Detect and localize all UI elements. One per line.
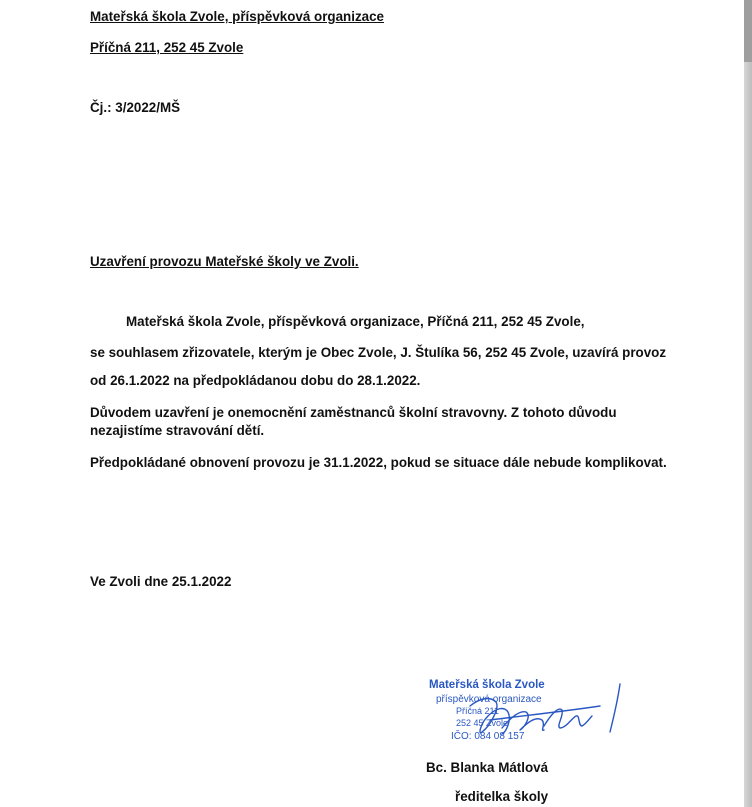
subject-title: Uzavření provozu Mateřské školy ve Zvoli. <box>90 254 359 269</box>
signatory-title: ředitelka školy <box>455 789 549 804</box>
body-line-4: Důvodem uzavření je onemocnění zaměstnanců školní stravovny. Z tohoto důvodu <box>90 405 617 420</box>
body-line-2: se souhlasem zřizovatele, kterým je Obec Zvole, J. Štulíka 56, 252 45 Zvole, uzavírá provoz <box>90 345 667 360</box>
body-line-6: Předpokládané obnovení provozu je 31.1.2022, pokud se situace dále nebude komplikovat. <box>90 455 667 470</box>
body-line-5: nezajistíme stravování dětí. <box>90 423 265 438</box>
place-and-date: Ve Zvoli dne 25.1.2022 <box>90 574 232 589</box>
header-address: Příčná 211, 252 45 Zvole <box>90 40 244 55</box>
reference-number: Čj.: 3/2022/MŠ <box>90 100 181 115</box>
stamp-line-3: Příčná 211 <box>456 706 499 716</box>
body-line-1: Mateřská škola Zvole, příspěvková organizace, Příčná 211, 252 45 Zvole, <box>126 314 585 329</box>
signatory-name: Bc. Blanka Mátlová <box>426 760 549 775</box>
stamp-line-2: příspěvková organizace <box>436 694 542 705</box>
stamp-line-1: Mateřská škola Zvole <box>429 679 545 691</box>
handwritten-signature <box>450 676 630 752</box>
stamp-line-4: 252 45 Zvole <box>456 718 509 728</box>
page-edge <box>744 0 752 807</box>
page-edge-shadow <box>744 0 752 62</box>
stamp-line-5: IČO: 084 08 157 <box>451 731 525 742</box>
body-line-3: od 26.1.2022 na předpokládanou dobu do 28.1.2022. <box>90 373 421 388</box>
header-organization: Mateřská škola Zvole, příspěvková organizace <box>90 9 384 24</box>
